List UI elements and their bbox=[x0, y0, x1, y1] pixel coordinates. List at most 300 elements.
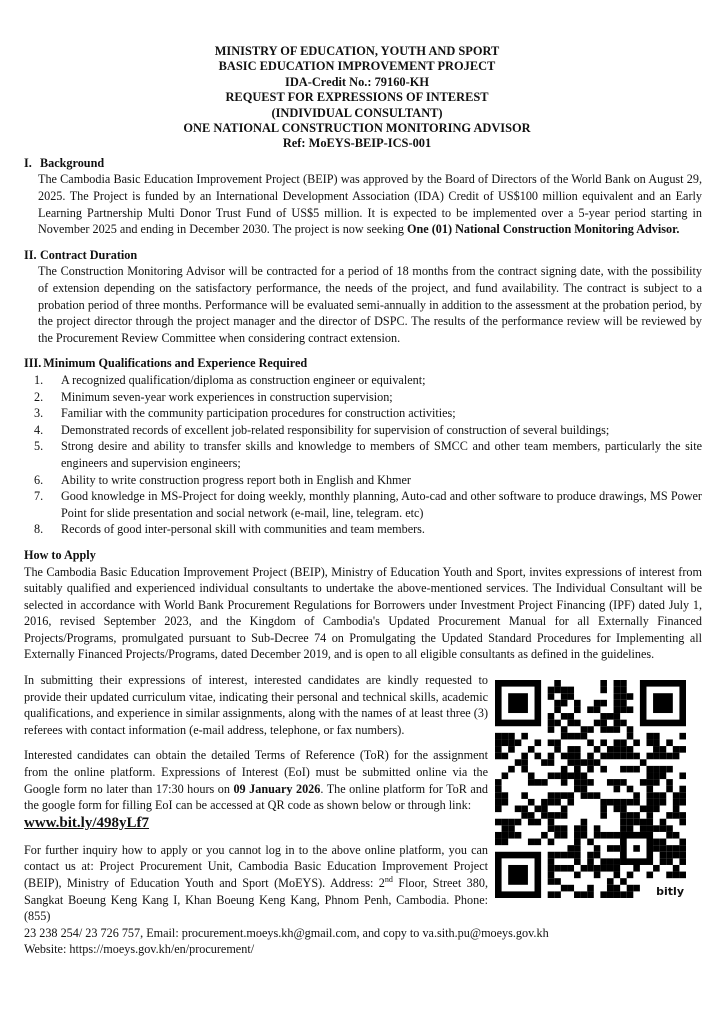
website-line: Website: https://moeys.gov.kh/en/procurement/ bbox=[24, 942, 255, 957]
qr-module bbox=[535, 839, 542, 846]
section-title bbox=[24, 155, 702, 172]
qr-module bbox=[495, 753, 502, 760]
qr-module bbox=[528, 819, 535, 826]
section-title bbox=[24, 355, 702, 372]
qr-module bbox=[561, 865, 568, 872]
qr-module bbox=[673, 852, 680, 859]
header-credit-no: IDA-Credit No.: 79160-KH bbox=[285, 74, 429, 89]
qr-module bbox=[521, 792, 528, 799]
qr-module bbox=[614, 786, 621, 793]
qr-module bbox=[627, 753, 634, 760]
qr-module bbox=[653, 839, 660, 846]
qr-module bbox=[554, 706, 561, 713]
qr-module bbox=[554, 700, 561, 707]
qr-module bbox=[627, 746, 634, 753]
qr-module bbox=[620, 706, 627, 713]
qr-module bbox=[666, 753, 673, 760]
qr-module bbox=[614, 891, 621, 898]
qr-module bbox=[607, 753, 614, 760]
qr-module bbox=[495, 819, 502, 826]
qr-module bbox=[614, 680, 621, 687]
qr-module bbox=[528, 779, 535, 786]
qr-module bbox=[627, 786, 634, 793]
qr-module bbox=[581, 726, 588, 733]
qr-module bbox=[633, 819, 640, 826]
qr-module bbox=[554, 812, 561, 819]
qr-module bbox=[679, 812, 686, 819]
qr-module bbox=[646, 872, 653, 879]
tor-instructions bbox=[24, 747, 488, 832]
qr-module bbox=[607, 865, 614, 872]
qr-module bbox=[554, 878, 561, 885]
qr-module bbox=[620, 700, 627, 707]
qr-module bbox=[495, 839, 502, 846]
qr-module bbox=[627, 726, 634, 733]
qr-module bbox=[614, 779, 621, 786]
qr-module bbox=[521, 812, 528, 819]
qr-module bbox=[679, 852, 686, 859]
qr-module bbox=[554, 740, 561, 747]
qr-module bbox=[535, 819, 542, 826]
qr-module bbox=[653, 845, 660, 852]
qr-module bbox=[574, 891, 581, 898]
qualifications-list bbox=[24, 372, 702, 538]
qr-module bbox=[600, 865, 607, 872]
qr-module bbox=[660, 753, 667, 760]
qr-module bbox=[561, 812, 568, 819]
list-text: Records of good inter-personal skill with communities and team members. bbox=[61, 522, 425, 537]
list-number: 4. bbox=[34, 422, 44, 437]
qr-module bbox=[627, 693, 634, 700]
qr-module bbox=[660, 858, 667, 865]
qr-module bbox=[614, 687, 621, 694]
bitly-logo: bitly bbox=[653, 884, 686, 898]
qr-module bbox=[561, 852, 568, 859]
submission-requirements: In submitting their expressions of interest, interested candidates are kindly requested to provide their updated curriculum vitae, indicating their personal and technical skills, academic qualifications, and experience in similar assignments, along with the names of at least three (3) referees with contact information (e-mail address, telephone, or fax numbers). bbox=[24, 673, 488, 737]
qr-module bbox=[673, 865, 680, 872]
qr-module bbox=[679, 799, 686, 806]
qr-module bbox=[633, 799, 640, 806]
qr-module bbox=[673, 806, 680, 813]
qr-module bbox=[587, 891, 594, 898]
list-number: 8. bbox=[34, 522, 44, 537]
qr-module bbox=[627, 812, 634, 819]
qr-module bbox=[594, 792, 601, 799]
qr-module bbox=[581, 832, 588, 839]
qr-module bbox=[627, 872, 634, 879]
list-item bbox=[24, 405, 702, 422]
qr-module bbox=[502, 839, 509, 846]
qr-module bbox=[646, 799, 653, 806]
qr-module bbox=[567, 720, 574, 727]
qr-module bbox=[614, 726, 621, 733]
qr-module bbox=[614, 806, 621, 813]
list-item bbox=[24, 372, 702, 389]
qr-module bbox=[541, 759, 548, 766]
qr-module bbox=[679, 786, 686, 793]
header-project: BASIC EDUCATION IMPROVEMENT PROJECT bbox=[218, 59, 496, 74]
qr-module bbox=[574, 839, 581, 846]
qr-module bbox=[607, 832, 614, 839]
qr-module bbox=[679, 839, 686, 846]
qr-module bbox=[653, 825, 660, 832]
qr-module bbox=[614, 832, 621, 839]
qr-module bbox=[600, 753, 607, 760]
qr-module bbox=[574, 720, 581, 727]
qr-module bbox=[548, 858, 555, 865]
list-item bbox=[24, 521, 702, 538]
qr-module bbox=[594, 700, 601, 707]
qr-module bbox=[660, 839, 667, 846]
qr-module bbox=[679, 733, 686, 740]
qr-module bbox=[633, 885, 640, 892]
qr-module bbox=[653, 779, 660, 786]
qr-module bbox=[581, 792, 588, 799]
qr-module bbox=[646, 733, 653, 740]
qr-module bbox=[646, 786, 653, 793]
qr-module bbox=[548, 839, 555, 846]
apply-details-row bbox=[24, 672, 702, 925]
qr-module bbox=[495, 792, 502, 799]
qr-module bbox=[528, 812, 535, 819]
qr-module bbox=[554, 865, 561, 872]
qr-module bbox=[548, 825, 555, 832]
qr-module bbox=[614, 740, 621, 747]
qr-module bbox=[502, 792, 509, 799]
qr-module bbox=[528, 799, 535, 806]
qr-module bbox=[620, 825, 627, 832]
qr-module bbox=[600, 858, 607, 865]
qr-module bbox=[646, 812, 653, 819]
qr-module bbox=[640, 759, 647, 766]
qr-module bbox=[614, 720, 621, 727]
qr-module bbox=[646, 825, 653, 832]
list-text: Ability to write construction progress report both in English and Khmer bbox=[61, 472, 411, 487]
qr-module bbox=[673, 812, 680, 819]
qr-module bbox=[521, 759, 528, 766]
qr-module bbox=[502, 832, 509, 839]
qr-module bbox=[574, 845, 581, 852]
section-title: How to Apply bbox=[24, 547, 96, 562]
list-item bbox=[24, 488, 702, 521]
qr-module bbox=[495, 832, 502, 839]
qr-module bbox=[495, 746, 502, 753]
qr-module bbox=[502, 799, 509, 806]
qr-module bbox=[646, 792, 653, 799]
qr-module bbox=[620, 720, 627, 727]
qr-module bbox=[660, 746, 667, 753]
qr-module bbox=[561, 726, 568, 733]
qr-module bbox=[567, 799, 574, 806]
qr-module bbox=[508, 746, 515, 753]
qr-module bbox=[587, 759, 594, 766]
header-reference: Ref: MoEYS-BEIP-ICS-001 bbox=[282, 136, 432, 151]
qr-module bbox=[567, 687, 574, 694]
qr-code-graphic bbox=[495, 680, 686, 898]
qr-module bbox=[561, 753, 568, 760]
qr-module bbox=[653, 740, 660, 747]
deadline-date: 09 January 2026 bbox=[233, 781, 321, 796]
qr-module bbox=[620, 799, 627, 806]
list-text: A recognized qualification/diploma as construction engineer or equivalent; bbox=[61, 372, 426, 387]
qr-module bbox=[567, 759, 574, 766]
list-text: Familiar with the community participation procedures for construction activities; bbox=[61, 406, 456, 421]
tor-text: Interested candidates can obtain the detailed Terms of Reference (ToR) for the assignment from the online platform. Expressions of Interest (EoI) must be submitted online via the Google form no later than 17:30 hours on bbox=[24, 748, 488, 796]
qr-module bbox=[574, 759, 581, 766]
qr-module bbox=[567, 773, 574, 780]
qr-module bbox=[633, 812, 640, 819]
qr-module bbox=[502, 753, 509, 760]
qr-module bbox=[600, 680, 607, 687]
document-header bbox=[0, 44, 714, 152]
qr-module bbox=[548, 812, 555, 819]
qr-module bbox=[548, 759, 555, 766]
section-qualifications bbox=[24, 355, 702, 538]
qr-module bbox=[495, 799, 502, 806]
qr-module bbox=[574, 753, 581, 760]
qr-module bbox=[567, 865, 574, 872]
qr-module bbox=[594, 825, 601, 832]
qr-module bbox=[614, 858, 621, 865]
section-number: III. bbox=[24, 356, 42, 371]
qr-module bbox=[633, 740, 640, 747]
qr-module bbox=[614, 845, 621, 852]
qr-module bbox=[646, 766, 653, 773]
qr-module bbox=[620, 693, 627, 700]
qr-module bbox=[666, 832, 673, 839]
section-title-text: Minimum Qualifications and Experience Required bbox=[43, 356, 308, 371]
qr-module bbox=[600, 766, 607, 773]
qr-module bbox=[640, 819, 647, 826]
qr-module bbox=[548, 773, 555, 780]
document-body bbox=[24, 155, 702, 958]
qr-module bbox=[594, 746, 601, 753]
qr-module bbox=[587, 706, 594, 713]
qr-module bbox=[567, 746, 574, 753]
qr-module bbox=[587, 865, 594, 872]
background-bold-text: One (01) National Construction Monitoring Advisor. bbox=[407, 222, 680, 237]
qr-module bbox=[554, 720, 561, 727]
qr-finder-inner bbox=[508, 865, 528, 885]
section-body bbox=[38, 171, 702, 237]
list-number: 5. bbox=[34, 439, 44, 454]
qr-module bbox=[620, 766, 627, 773]
qr-module bbox=[627, 819, 634, 826]
qr-module bbox=[554, 792, 561, 799]
qr-module bbox=[607, 746, 614, 753]
tor-text-continued: . The online platform for ToR and the google form for filling EoI can be accessed at QR code as shown below or through link: bbox=[24, 781, 489, 813]
qr-module bbox=[587, 766, 594, 773]
qr-module bbox=[574, 852, 581, 859]
qr-module bbox=[646, 773, 653, 780]
qr-module bbox=[587, 753, 594, 760]
qr-module bbox=[528, 839, 535, 846]
qr-module bbox=[495, 733, 502, 740]
qr-finder-inner bbox=[653, 693, 673, 713]
qr-module bbox=[574, 773, 581, 780]
apply-details-column bbox=[24, 672, 488, 925]
qr-module bbox=[640, 806, 647, 813]
qr-module bbox=[508, 832, 515, 839]
qr-module bbox=[620, 740, 627, 747]
list-item bbox=[24, 389, 702, 406]
qr-module bbox=[574, 706, 581, 713]
qr-module bbox=[620, 779, 627, 786]
qr-module bbox=[673, 746, 680, 753]
list-item bbox=[24, 438, 702, 471]
qr-module bbox=[600, 700, 607, 707]
qr-module bbox=[508, 819, 515, 826]
qr-module bbox=[567, 792, 574, 799]
qr-module bbox=[574, 858, 581, 865]
qr-module bbox=[633, 865, 640, 872]
qr-module bbox=[620, 878, 627, 885]
qr-module bbox=[548, 726, 555, 733]
qr-module bbox=[620, 746, 627, 753]
qr-module bbox=[673, 799, 680, 806]
qr-module bbox=[673, 792, 680, 799]
ordinal-suffix: nd bbox=[384, 874, 393, 884]
header-ministry: MINISTRY OF EDUCATION, YOUTH AND SPORT bbox=[214, 44, 500, 58]
qr-module bbox=[614, 753, 621, 760]
qr-module bbox=[660, 773, 667, 780]
qr-module bbox=[607, 885, 614, 892]
qr-module bbox=[640, 779, 647, 786]
qr-module bbox=[653, 766, 660, 773]
qr-module bbox=[548, 740, 555, 747]
qr-module bbox=[587, 852, 594, 859]
qr-module bbox=[548, 693, 555, 700]
qr-module bbox=[567, 885, 574, 892]
qr-module bbox=[594, 759, 601, 766]
list-item bbox=[24, 422, 702, 439]
qr-module bbox=[666, 812, 673, 819]
how-to-apply-text: The Cambodia Basic Education Improvement Project (BEIP), Ministry of Education Youth and Sport, invites expressions of interest from suitably qualified and experienced individual consultants to undertake the above-mentioned services. The Individual Consultant will be selected in accordance with World Bank Procurement Regulations for Borrowers under Investment Project Financing (IPF) dated July 1, 2016, revised September 2023, and the Kingdom of Cambodia's Updated Procurement Manual for all Externally Financed Projects/Programs, promulgated pursuant to Sub-Decree 74 on Promulgating the Updated Standard Procedures for Implementing all Externally Financed Projects/Programs, dated December 2019, and is open to all eligible consultants as defined in the guidelines. bbox=[24, 564, 702, 662]
qr-module bbox=[574, 786, 581, 793]
qr-module bbox=[653, 733, 660, 740]
qr-module bbox=[502, 773, 509, 780]
qr-module bbox=[574, 779, 581, 786]
qr-module bbox=[581, 779, 588, 786]
list-text: Good knowledge in MS-Project for doing weekly, monthly planning, Auto-cad and other software to produce drawings, MS Power Point for slide presentation and social network (e-mail, line, telegram. etc) bbox=[61, 489, 702, 520]
qr-module bbox=[679, 773, 686, 780]
qr-module bbox=[554, 680, 561, 687]
qr-module bbox=[614, 746, 621, 753]
qr-module bbox=[567, 733, 574, 740]
qr-module bbox=[600, 832, 607, 839]
qr-module bbox=[653, 746, 660, 753]
list-text: Demonstrated records of excellent job-related responsibility for supervision of construction of several buildings; bbox=[61, 422, 610, 437]
qr-module bbox=[679, 858, 686, 865]
qr-module bbox=[515, 832, 522, 839]
qr-module bbox=[535, 740, 542, 747]
qr-module bbox=[535, 753, 542, 760]
section-how-to-apply bbox=[24, 547, 702, 663]
qr-module bbox=[627, 891, 634, 898]
qr-module bbox=[627, 706, 634, 713]
inquiry-text: For further inquiry how to apply or you cannot log in to the above online platform, you can contact us at: Project Procurement Unit, Cambodia Basic Education Improvement Project (BEIP), Ministry of Education Youth and Sport (MoEYS). Address: 2 bbox=[24, 842, 488, 890]
list-number: 2. bbox=[34, 389, 44, 404]
header-position: ONE NATIONAL CONSTRUCTION MONITORING ADVISOR bbox=[183, 121, 531, 136]
list-number: 3. bbox=[34, 406, 44, 421]
qr-module bbox=[515, 759, 522, 766]
qr-module bbox=[508, 740, 515, 747]
qr-module bbox=[607, 858, 614, 865]
qr-module bbox=[495, 740, 502, 747]
qr-module bbox=[660, 799, 667, 806]
qr-module bbox=[666, 825, 673, 832]
qr-module bbox=[666, 872, 673, 879]
section-title bbox=[24, 247, 702, 264]
qr-module bbox=[567, 845, 574, 852]
qr-module bbox=[614, 865, 621, 872]
qr-module bbox=[679, 792, 686, 799]
qr-module bbox=[581, 759, 588, 766]
qr-module bbox=[627, 733, 634, 740]
section-title-text: Background bbox=[40, 155, 105, 170]
qr-module bbox=[673, 872, 680, 879]
qr-module bbox=[666, 786, 673, 793]
qr-module bbox=[627, 799, 634, 806]
list-item bbox=[24, 472, 702, 489]
qr-module bbox=[607, 845, 614, 852]
qr-module bbox=[587, 885, 594, 892]
qr-module bbox=[660, 766, 667, 773]
qr-module bbox=[515, 806, 522, 813]
qr-module bbox=[646, 806, 653, 813]
qr-module bbox=[561, 733, 568, 740]
qr-module bbox=[600, 740, 607, 747]
qr-module bbox=[567, 852, 574, 859]
qr-module bbox=[548, 687, 555, 694]
qr-module bbox=[561, 792, 568, 799]
qr-column bbox=[488, 672, 702, 898]
qr-module bbox=[600, 812, 607, 819]
inquiry-text-continued: Floor, Street 380, Sangkat Boeung Keng Kang I, Khan Boeung Keng Kang, Phnom Penh, Cambodia. Phone: (855) bbox=[24, 876, 488, 924]
qr-module bbox=[666, 852, 673, 859]
qr-module bbox=[627, 825, 634, 832]
qr-module bbox=[548, 872, 555, 879]
qr-module bbox=[666, 858, 673, 865]
qr-module bbox=[554, 687, 561, 694]
qr-module bbox=[614, 885, 621, 892]
qr-module bbox=[640, 825, 647, 832]
qr-module bbox=[653, 806, 660, 813]
qr-module bbox=[554, 799, 561, 806]
qr-code-icon[interactable] bbox=[495, 680, 686, 898]
section-number: II. bbox=[24, 247, 37, 262]
qr-module bbox=[581, 786, 588, 793]
qr-module bbox=[574, 832, 581, 839]
qr-module bbox=[502, 825, 509, 832]
qr-module bbox=[594, 720, 601, 727]
qr-module bbox=[653, 792, 660, 799]
qr-module bbox=[495, 779, 502, 786]
qr-module bbox=[600, 891, 607, 898]
qr-module bbox=[607, 878, 614, 885]
list-number: 6. bbox=[34, 472, 44, 487]
qr-module bbox=[521, 753, 528, 760]
qr-module bbox=[627, 766, 634, 773]
qr-module bbox=[581, 733, 588, 740]
background-text: The Cambodia Basic Education Improvement Project (BEIP) was approved by the Board of Directors of the World Bank on August 29, 2025. The Project is funded by an International Development Association (IDA) Credit of US$100 million equivalent and an Early Learning Partnership Multi Donor Trust Fund of US$5 million. It is expected to be implemented over a 5-year period starting in November 2025 and ending in December 2030. The project is now seeking bbox=[38, 172, 702, 237]
application-link[interactable]: www.bit.ly/498yLf7 bbox=[24, 814, 150, 831]
qr-module bbox=[561, 885, 568, 892]
list-text: Strong desire and ability to transfer skills and knowledge to members of SMCC and other team members, particularly the site engineers and supervision engineers; bbox=[61, 439, 702, 470]
qr-module bbox=[521, 733, 528, 740]
qr-module bbox=[561, 773, 568, 780]
qr-module bbox=[561, 832, 568, 839]
